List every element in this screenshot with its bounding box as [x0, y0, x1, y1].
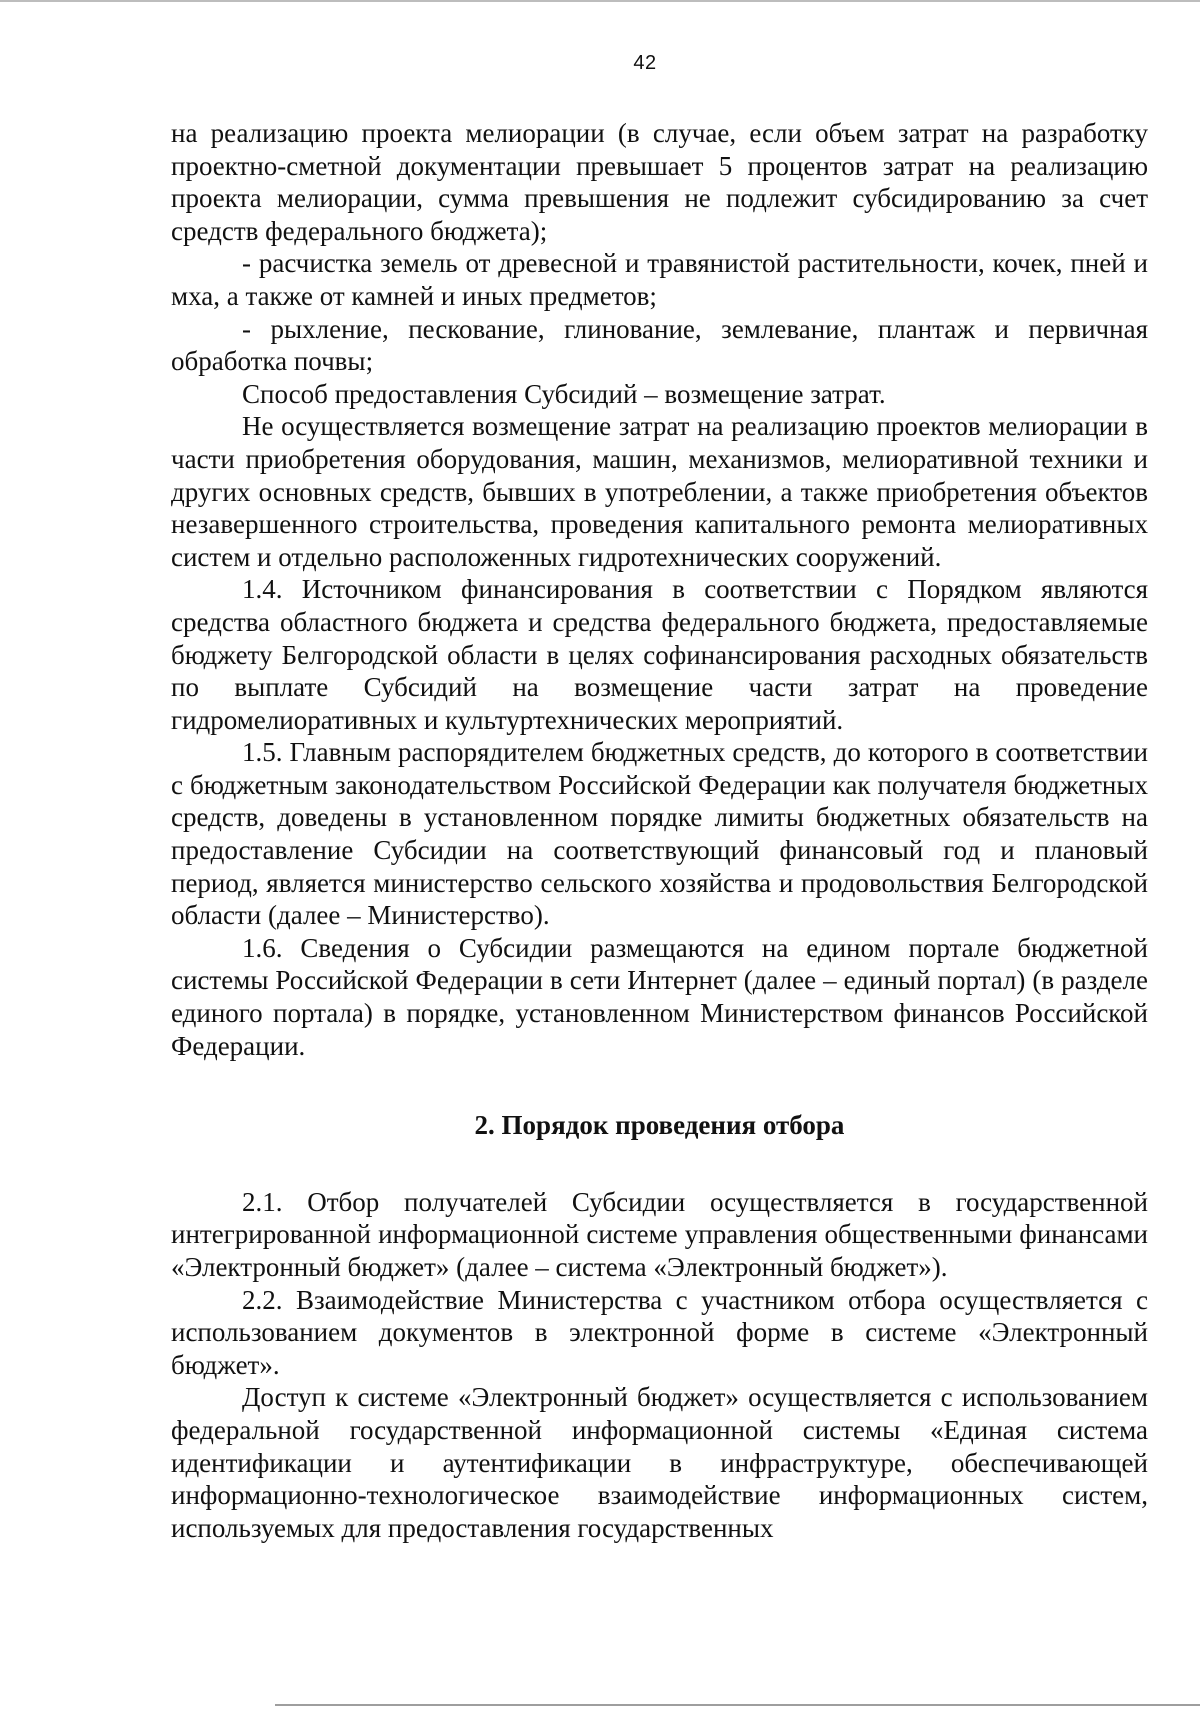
paragraph-soil-treatment: - рыхление, пескование, глинование, землевание, плантаж и первичная обработка почвы; [171, 313, 1148, 377]
page-number: 42 [633, 52, 657, 74]
paragraph-system-access: Доступ к системе «Электронный бюджет» осуществляется с использованием федеральной государственной информационной системы «Единая система идентификации и аутентификации в инфраструктуре, обеспечивающей информационно-технологическое взаимодействие информационных систем, используемых для предоставления государственных [171, 1382, 1148, 1543]
scan-top-edge [0, 0, 1200, 2]
paragraph-clearing-land: - расчистка земель от древесной и травянистой растительности, кочек, пней и мха, а также от камней и иных предметов; [171, 248, 1148, 311]
paragraph-1-6-portal-info: 1.6. Сведения о Субсидии размещаются на едином портале бюджетной системы Российской Федерации в сети Интернет (далее – единый портал) (в разделе единого портала) в порядке, установленном Министерством финансов Российской Федерации. [171, 932, 1148, 1061]
paragraph-2-1-selection: 2.1. Отбор получателей Субсидии осуществляется в государственной интегрированной информационной системе управления общественными финансами «Электронный бюджет» (далее – система «Электронный бюджет»). [171, 1186, 1148, 1282]
paragraph-1-5-main-administrator: 1.5. Главным распорядителем бюджетных средств, до которого в соответствии с бюджетным законодательством Российской Федерации как получателя бюджетных средств, доведены в установленном порядке лимиты бюджетных обязательств на предоставление Субсидии на соответствующий финансовый год и плановый период, является министерство сельского хозяйства и продовольствия Белгородской области (далее – Министерство). [171, 737, 1148, 931]
document-body [171, 117, 1148, 1544]
paragraph-1-4-funding-source: 1.4. Источником финансирования в соответствии с Порядком являются средства областного бюджета и средства федерального бюджета, предоставляемые бюджету Белгородской области в целях софинансирования расходных обязательств по выплате Субсидий на возмещение части затрат на проведение гидромелиоративных и культуртехнических мероприятий. [171, 574, 1148, 735]
paragraph-subsidy-method: Способ предоставления Субсидий – возмещение затрат. [242, 378, 886, 409]
section-heading: 2. Порядок проведения отбора [474, 1110, 845, 1141]
paragraph-2-2-interaction: 2.2. Взаимодействие Министерства с участником отбора осуществляется с использованием документов в электронной форме в системе «Электронный бюджет». [171, 1284, 1148, 1380]
scan-bottom-edge [275, 1704, 1200, 1706]
paragraph-continuation: на реализацию проекта мелиорации (в случае, если объем затрат на разработку проектно-сметной документации превышает 5 процентов затрат на реализацию проекта мелиорации, сумма превышения не подлежит субсидированию за счет средств федерального бюджета); [171, 118, 1148, 246]
paragraph-non-reimbursable: Не осуществляется возмещение затрат на реализацию проектов мелиорации в части приобретения оборудования, машин, механизмов, мелиоративной техники и других основных средств, бывших в употреблении, а также приобретения объектов незавершенного строительства, проведения капитального ремонта мелиоративных систем и отдельно расположенных гидротехнических сооружений. [171, 411, 1148, 572]
